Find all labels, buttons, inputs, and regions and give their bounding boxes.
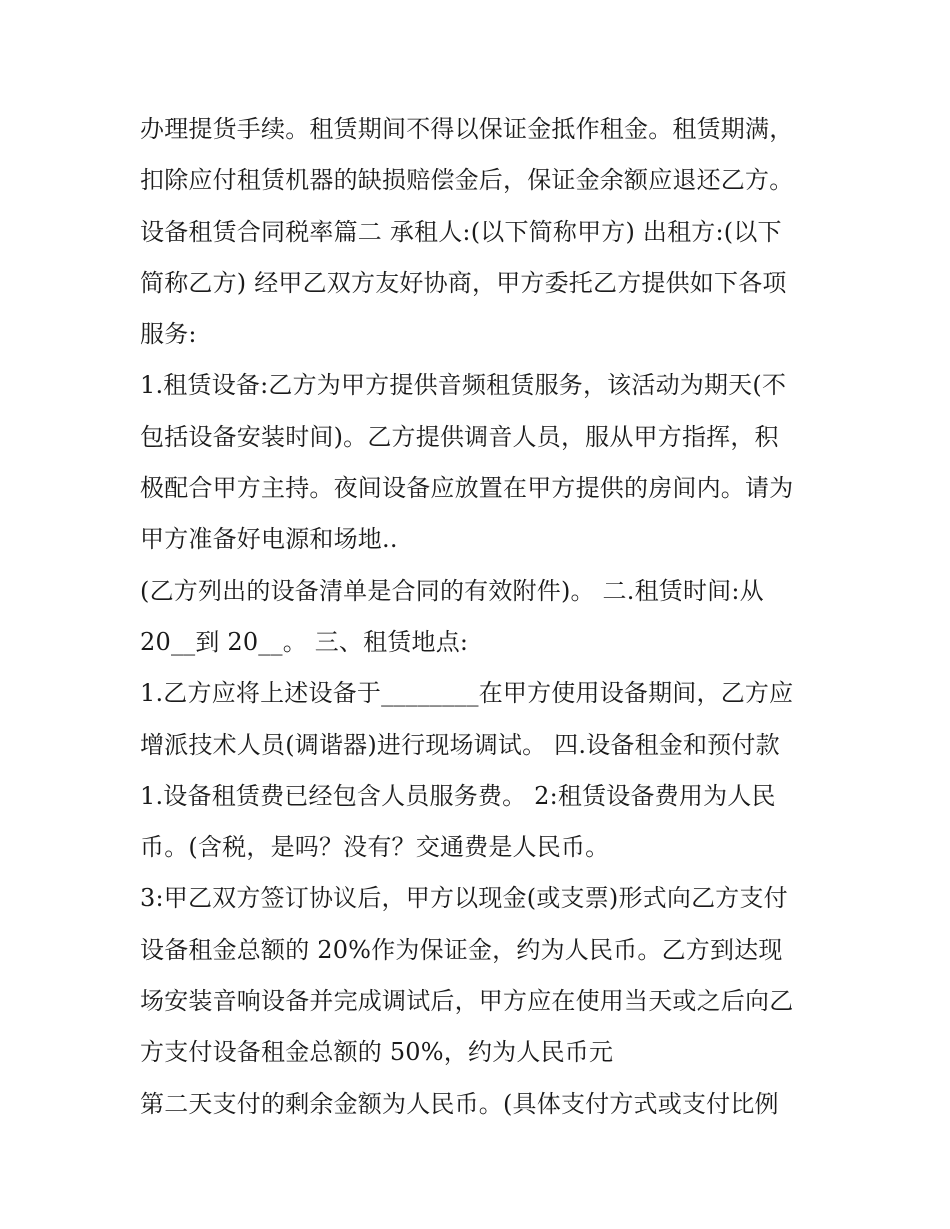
text-line: 1.设备租赁费已经包含人员服务费。 2:租赁设备费用为人民 — [140, 781, 776, 810]
text-line: (乙方列出的设备清单是合同的有效附件)。 二.租赁时间:从 — [140, 576, 764, 605]
text-line: 服务: — [140, 320, 197, 349]
text-line: 3:甲乙双方签订协议后，甲方以现金(或支票)形式向乙方支付 — [140, 884, 788, 913]
text-line: 设备租赁合同税率篇二 承租人:(以下简称甲方) 出租方:(以下 — [140, 217, 782, 246]
text-line: 设备租金总额的 20%作为保证金，约为人民币。乙方到达现 — [140, 935, 783, 964]
text-line: 极配合甲方主持。夜间设备应放置在甲方提供的房间内。请为 — [140, 474, 794, 503]
document-body — [140, 104, 830, 1130]
text-line: 增派技术人员(调谐器)进行现场调试。 四.设备租金和预付款 — [140, 730, 780, 759]
text-line: 第二天支付的剩余金额为人民币。(具体支付方式或支付比例 — [140, 1089, 779, 1118]
text-line: 甲方准备好电源和场地.. — [140, 525, 398, 554]
text-line: 方支付设备租金总额的 50%，约为人民币元 — [140, 1038, 614, 1067]
text-line: 包括设备安装时间)。乙方提供调音人员，服从甲方指挥，积 — [140, 422, 779, 451]
text-line: 办理提货手续。租赁期间不得以保证金抵作租金。租赁期满， — [140, 115, 794, 143]
text-line: 场安装音响设备并完成调试后，甲方应在使用当天或之后向乙 — [140, 987, 794, 1016]
text-line: 1.租赁设备:乙方为甲方提供音频租赁服务，该活动为期天(不 — [140, 371, 787, 400]
text-line: 20__到 20__。 三、租赁地点: — [140, 627, 469, 656]
text-line: 币。(含税，是吗？没有？交通费是人民币。 — [140, 833, 610, 862]
text-line: 扣除应付租赁机器的缺损赔偿金后，保证金余额应退还乙方。 — [140, 166, 794, 195]
text-line: 简称乙方) 经甲乙双方友好协商，甲方委托乙方提供如下各项 — [140, 268, 787, 297]
text-line: 1.乙方应将上述设备于________在甲方使用设备期间，乙方应 — [140, 679, 794, 708]
